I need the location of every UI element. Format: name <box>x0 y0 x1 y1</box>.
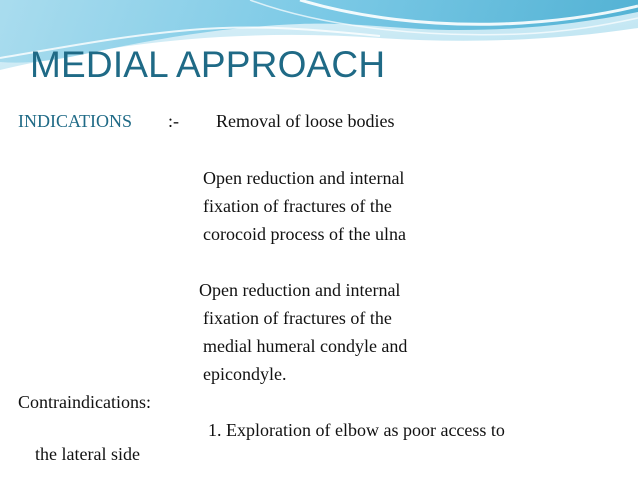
indications-label: INDICATIONS <box>18 111 132 131</box>
slide-title: MEDIAL APPROACH <box>30 44 386 85</box>
indication-line: Removal of loose bodies <box>216 111 395 131</box>
indication-line: Open reduction and internal <box>203 168 405 188</box>
indication-line: fixation of fractures of the <box>203 196 392 216</box>
indication-line: Open reduction and internal <box>199 280 401 300</box>
contraindications-label: Contraindications: <box>18 392 151 412</box>
indication-line: medial humeral condyle and <box>203 336 408 356</box>
indication-line: epicondyle. <box>203 364 287 384</box>
indication-line: fixation of fractures of the <box>203 308 392 328</box>
indication-line: corocoid process of the ulna <box>203 224 406 244</box>
contraindication-line: the lateral side <box>35 444 140 464</box>
contraindication-line: 1. Exploration of elbow as poor access to <box>208 420 505 440</box>
indications-separator: :- <box>168 111 179 131</box>
